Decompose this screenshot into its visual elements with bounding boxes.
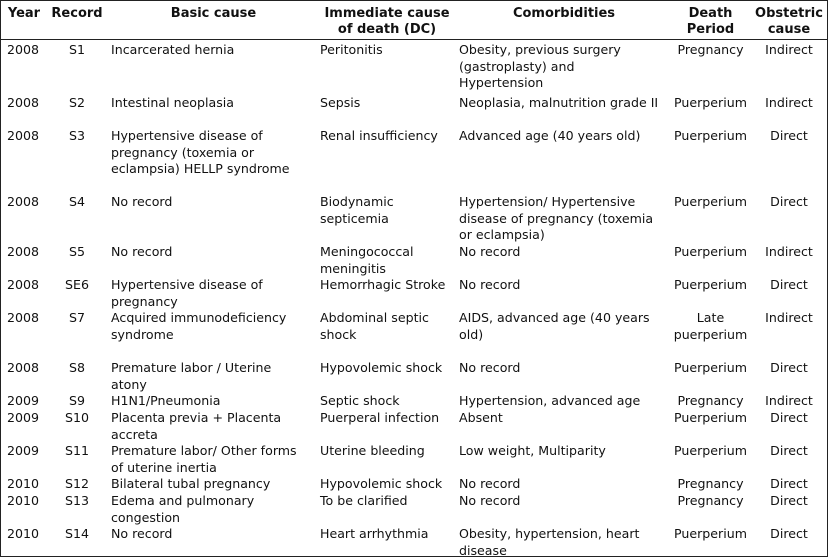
record-cell: S13 <box>64 493 90 508</box>
comorbidities-cell-line: No record <box>459 244 521 259</box>
immediate-cause-cell-line: septicemia <box>320 210 389 226</box>
comorbidities-cell <box>459 310 669 343</box>
comorbidities-cell <box>459 360 669 377</box>
basic-cause-cell-line: Placenta previa + Placenta <box>111 410 282 425</box>
year-cell: 2010 <box>7 526 40 541</box>
obstetric-cause-cell: Direct <box>770 493 808 508</box>
immediate-cause-cell-line: meningitis <box>320 260 386 276</box>
table-header <box>1 1 827 40</box>
death-period-cell <box>673 443 748 460</box>
obstetric-cause-cell: Indirect <box>765 244 813 259</box>
death-period-cell-line: Pregnancy <box>677 42 744 57</box>
obstetric-cause-cell: Indirect <box>765 42 813 57</box>
year-cell: 2008 <box>7 244 40 259</box>
death-period-cell-line: Puerperium <box>674 360 747 375</box>
basic-cause-cell <box>111 95 316 112</box>
basic-cause-cell-line: pregnancy <box>111 293 178 309</box>
basic-cause-cell-line: Premature labor/ Other forms <box>111 443 297 458</box>
record-cell: S5 <box>68 244 85 259</box>
immediate-cause-cell <box>320 244 455 277</box>
immediate-cause-cell-line: Hypovolemic shock <box>320 360 443 375</box>
basic-cause-cell-line: syndrome <box>111 326 174 342</box>
immediate-cause-cell-line: Heart arrhythmia <box>320 526 429 541</box>
immediate-cause-cell-line: Sepsis <box>320 95 361 110</box>
basic-cause-cell-line: eclampsia) HELLP syndrome <box>111 161 290 177</box>
comorbidities-cell-line: old) <box>459 326 484 342</box>
death-period-cell <box>673 277 748 294</box>
immediate-cause-cell-line: Hemorrhagic Stroke <box>320 277 446 292</box>
record-cell: SE6 <box>65 277 89 292</box>
death-period-cell <box>673 42 748 59</box>
immediate-cause-cell <box>320 95 455 112</box>
death-period-cell <box>673 476 748 493</box>
basic-cause-cell-line: Incarcerated hernia <box>111 42 235 57</box>
comorbidities-cell-line: disease <box>459 542 507 558</box>
comorbidities-cell <box>459 476 669 493</box>
comorbidities-cell <box>459 493 669 510</box>
death-period-cell-line: Pregnancy <box>677 493 744 508</box>
immediate-cause-cell-line: Biodynamic <box>320 194 394 209</box>
header-comorbidities: Comorbidities <box>512 6 616 21</box>
immediate-cause-cell-line: Abdominal septic <box>320 310 429 325</box>
death-period-cell-line: Puerperium <box>674 410 747 425</box>
death-period-cell <box>673 128 748 145</box>
header-period-line-1: Death <box>688 6 733 21</box>
basic-cause-cell-line: Acquired immunodeficiency <box>111 310 287 325</box>
obstetric-cause-cell: Direct <box>770 443 808 458</box>
immediate-cause-cell-line: Uterine bleeding <box>320 443 425 458</box>
basic-cause-cell-line: H1N1/Pneumonia <box>111 393 221 408</box>
comorbidities-cell-line: Low weight, Multiparity <box>459 443 606 458</box>
header-record: Record <box>51 6 103 21</box>
year-cell: 2010 <box>7 493 40 508</box>
basic-cause-cell <box>111 277 316 310</box>
death-period-cell-line: Puerperium <box>674 194 747 209</box>
header-death-period <box>673 6 748 38</box>
record-cell: S12 <box>64 476 90 491</box>
comorbidities-cell <box>459 95 669 112</box>
basic-cause-cell-line: Edema and pulmonary <box>111 493 255 508</box>
header-year: Year <box>7 6 41 21</box>
header-immediate-line-2: of death (DC) <box>337 22 437 37</box>
record-cell: S14 <box>64 526 90 541</box>
basic-cause-cell-line: pregnancy (toxemia or <box>111 144 255 160</box>
immediate-cause-cell <box>320 42 455 59</box>
immediate-cause-cell-line: Puerperal infection <box>320 410 440 425</box>
basic-cause-cell-line: atony <box>111 376 147 392</box>
death-period-cell-line: Puerperium <box>674 277 747 292</box>
comorbidities-cell-line: AIDS, advanced age (40 years <box>459 310 650 325</box>
basic-cause-cell-line: Hypertensive disease of <box>111 277 263 292</box>
comorbidities-cell-line: Obesity, hypertension, heart <box>459 526 640 541</box>
comorbidities-cell <box>459 42 669 92</box>
comorbidities-cell <box>459 443 669 460</box>
year-cell: 2008 <box>7 128 40 143</box>
header-immediate-line-1: Immediate cause <box>324 6 450 21</box>
header-basic-cause: Basic cause <box>170 6 257 21</box>
immediate-cause-cell <box>320 128 455 145</box>
immediate-cause-cell-line: Meningococcal <box>320 244 414 259</box>
basic-cause-cell <box>111 526 316 543</box>
death-period-cell <box>673 393 748 410</box>
year-cell: 2009 <box>7 410 40 425</box>
death-period-cell <box>673 95 748 112</box>
record-cell: S1 <box>68 42 85 57</box>
death-period-cell-line: Puerperium <box>674 128 747 143</box>
record-cell: S7 <box>68 310 85 325</box>
year-cell: 2009 <box>7 443 40 458</box>
comorbidities-cell <box>459 410 669 427</box>
immediate-cause-cell <box>320 476 455 493</box>
immediate-cause-cell <box>320 310 455 343</box>
comorbidities-cell <box>459 194 669 244</box>
immediate-cause-cell <box>320 493 455 510</box>
comorbidities-cell-line: Neoplasia, malnutrition grade II <box>459 95 659 110</box>
comorbidities-cell <box>459 277 669 294</box>
comorbidities-cell <box>459 244 669 261</box>
basic-cause-cell-line: No record <box>111 526 173 541</box>
comorbidities-cell-line: (gastroplasty) and <box>459 58 575 74</box>
basic-cause-cell-line: Premature labor / Uterine <box>111 360 272 375</box>
basic-cause-cell <box>111 476 316 493</box>
year-cell: 2008 <box>7 310 40 325</box>
comorbidities-cell-line: Absent <box>459 410 503 425</box>
basic-cause-cell <box>111 128 316 178</box>
basic-cause-cell <box>111 443 316 476</box>
basic-cause-cell <box>111 42 316 59</box>
header-period-line-2: Period <box>686 22 735 37</box>
year-cell: 2008 <box>7 360 40 375</box>
obstetric-cause-cell: Indirect <box>765 310 813 325</box>
obstetric-cause-cell: Direct <box>770 360 808 375</box>
immediate-cause-cell-line: Hypovolemic shock <box>320 476 443 491</box>
death-period-cell <box>673 526 748 543</box>
death-period-cell <box>673 244 748 261</box>
comorbidities-cell-line: No record <box>459 277 521 292</box>
basic-cause-cell-line: Intestinal neoplasia <box>111 95 235 110</box>
immediate-cause-cell-line: shock <box>320 326 357 342</box>
record-cell: S8 <box>68 360 85 375</box>
comorbidities-cell-line: disease of pregnancy (toxemia <box>459 210 654 226</box>
basic-cause-cell-line: congestion <box>111 509 181 525</box>
immediate-cause-cell-line: Renal insufficiency <box>320 128 438 143</box>
year-cell: 2010 <box>7 476 40 491</box>
death-period-cell-line: Pregnancy <box>677 393 744 408</box>
record-cell: S4 <box>68 194 85 209</box>
header-obstetric-line-2: cause <box>767 22 811 37</box>
basic-cause-cell-line: No record <box>111 244 173 259</box>
death-period-cell <box>673 194 748 211</box>
comorbidities-cell-line: No record <box>459 493 521 508</box>
immediate-cause-cell <box>320 277 455 294</box>
comorbidities-cell-line: or eclampsia) <box>459 227 545 243</box>
obstetric-cause-cell: Direct <box>770 128 808 143</box>
death-period-cell-line: Puerperium <box>674 443 747 458</box>
basic-cause-cell-line: Bilateral tubal pregnancy <box>111 476 271 491</box>
record-cell: S11 <box>64 443 90 458</box>
immediate-cause-cell <box>320 526 455 543</box>
basic-cause-cell <box>111 194 316 211</box>
immediate-cause-cell <box>320 410 455 427</box>
obstetric-cause-cell: Direct <box>770 277 808 292</box>
comorbidities-cell <box>459 526 669 559</box>
record-cell: S9 <box>68 393 85 408</box>
immediate-cause-cell-line: Peritonitis <box>320 42 383 57</box>
immediate-cause-cell <box>320 194 455 227</box>
basic-cause-cell <box>111 393 316 410</box>
immediate-cause-cell <box>320 360 455 377</box>
death-period-cell-line: Pregnancy <box>677 476 744 491</box>
obstetric-cause-cell: Direct <box>770 476 808 491</box>
comorbidities-cell-line: Hypertension, advanced age <box>459 393 641 408</box>
comorbidities-cell-line: Advanced age (40 years old) <box>459 128 641 143</box>
immediate-cause-cell-line: Septic shock <box>320 393 400 408</box>
year-cell: 2009 <box>7 393 40 408</box>
obstetric-cause-cell: Direct <box>770 526 808 541</box>
header-immediate-cause <box>318 6 456 38</box>
comorbidities-cell-line: No record <box>459 476 521 491</box>
basic-cause-cell-line: No record <box>111 194 173 209</box>
year-cell: 2008 <box>7 42 40 57</box>
comorbidities-cell-line: No record <box>459 360 521 375</box>
death-period-cell-line: Puerperium <box>674 244 747 259</box>
basic-cause-cell-line: Hypertensive disease of <box>111 128 263 143</box>
death-period-cell <box>673 410 748 427</box>
death-period-cell <box>673 493 748 510</box>
basic-cause-cell <box>111 493 316 526</box>
comorbidities-cell-line: Obesity, previous surgery <box>459 42 621 57</box>
comorbidities-cell <box>459 393 669 410</box>
death-period-cell-line: puerperium <box>673 326 748 342</box>
death-period-cell-line: Puerperium <box>674 526 747 541</box>
immediate-cause-cell-line: To be clarified <box>320 493 408 508</box>
year-cell: 2008 <box>7 95 40 110</box>
year-cell: 2008 <box>7 194 40 209</box>
basic-cause-cell <box>111 360 316 393</box>
record-cell: S2 <box>68 95 85 110</box>
death-period-cell-line: Late <box>696 310 725 325</box>
obstetric-cause-cell: Direct <box>770 194 808 209</box>
basic-cause-cell <box>111 410 316 443</box>
comorbidities-cell-line: Hypertension/ Hypertensive <box>459 194 636 209</box>
death-period-cell <box>673 310 748 343</box>
basic-cause-cell <box>111 310 316 343</box>
immediate-cause-cell <box>320 443 455 460</box>
basic-cause-cell-line: of uterine inertia <box>111 459 217 475</box>
obstetric-cause-cell: Indirect <box>765 95 813 110</box>
basic-cause-cell-line: accreta <box>111 426 158 442</box>
obstetric-cause-cell: Indirect <box>765 393 813 408</box>
comorbidities-cell <box>459 128 669 145</box>
death-period-cell-line: Puerperium <box>674 95 747 110</box>
record-cell: S3 <box>68 128 85 143</box>
year-cell: 2008 <box>7 277 40 292</box>
obstetric-cause-cell: Direct <box>770 410 808 425</box>
immediate-cause-cell <box>320 393 455 410</box>
record-cell: S10 <box>64 410 90 425</box>
comorbidities-cell-line: Hypertension <box>459 75 544 91</box>
death-period-cell <box>673 360 748 377</box>
header-obstetric-line-1: Obstetric <box>755 6 823 21</box>
basic-cause-cell <box>111 244 316 261</box>
header-obstetric-cause <box>751 6 827 38</box>
